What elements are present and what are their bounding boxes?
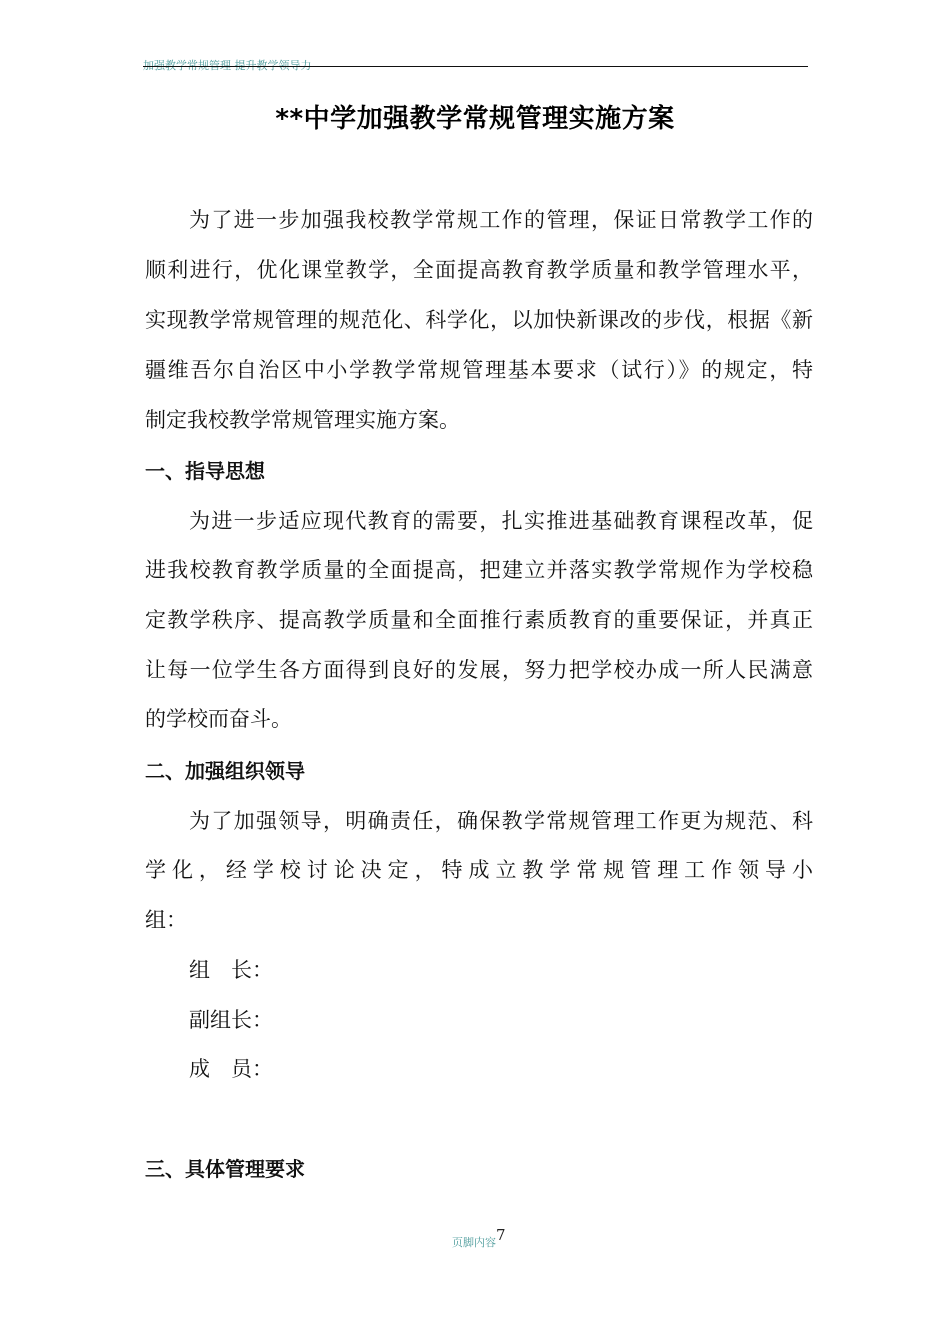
section-heading-management-requirements: 三、具体管理要求 — [145, 1157, 305, 1181]
paragraph-line: 学化，经学校讨论决定，特成立教学常规管理工作领导小 — [145, 858, 813, 882]
paragraph-line: 进我校教育教学质量的全面提高，把建立并落实教学常规作为学校稳 — [145, 558, 813, 582]
paragraph-line: 实现教学常规管理的规范化、科学化，以加快新课改的步伐，根据《新 — [145, 308, 813, 332]
member-members: 成 员： — [189, 1057, 273, 1081]
member-leader: 组 长： — [189, 958, 273, 982]
paragraph-line: 为了加强领导，明确责任，确保教学常规管理工作更为规范、科 — [189, 809, 813, 833]
paragraph-line: 为了进一步加强我校教学常规工作的管理，保证日常教学工作的 — [189, 208, 813, 232]
member-deputy-leader: 副组长： — [189, 1008, 273, 1032]
document-title: **中学加强教学常规管理实施方案 — [275, 104, 675, 134]
paragraph-line: 为进一步适应现代教育的需要，扎实推进基础教育课程改革，促 — [189, 509, 813, 533]
paragraph-line: 制定我校教学常规管理实施方案。 — [145, 408, 460, 432]
paragraph-line: 的学校而奋斗。 — [145, 707, 292, 731]
paragraph-line: 顺利进行，优化课堂教学，全面提高教育教学质量和教学管理水平， — [145, 258, 813, 282]
section-heading-organization: 二、加强组织领导 — [145, 759, 305, 783]
header-rule — [143, 66, 808, 67]
section-heading-guiding-ideology: 一、指导思想 — [145, 459, 265, 483]
page-number: 7 — [496, 1226, 506, 1244]
paragraph-line: 定教学秩序、提高教学质量和全面推行素质教育的重要保证，并真正 — [145, 608, 813, 632]
paragraph-line: 疆维吾尔自治区中小学教学常规管理基本要求（试行）》的规定，特 — [145, 358, 813, 382]
paragraph-line: 组： — [145, 908, 187, 932]
footer-label: 页脚内容 — [452, 1236, 496, 1249]
page-footer — [452, 1226, 506, 1250]
header-text: 加强教学常规管理 提升教学领导力 — [143, 59, 312, 72]
paragraph-line: 让每一位学生各方面得到良好的发展，努力把学校办成一所人民满意 — [145, 658, 813, 682]
